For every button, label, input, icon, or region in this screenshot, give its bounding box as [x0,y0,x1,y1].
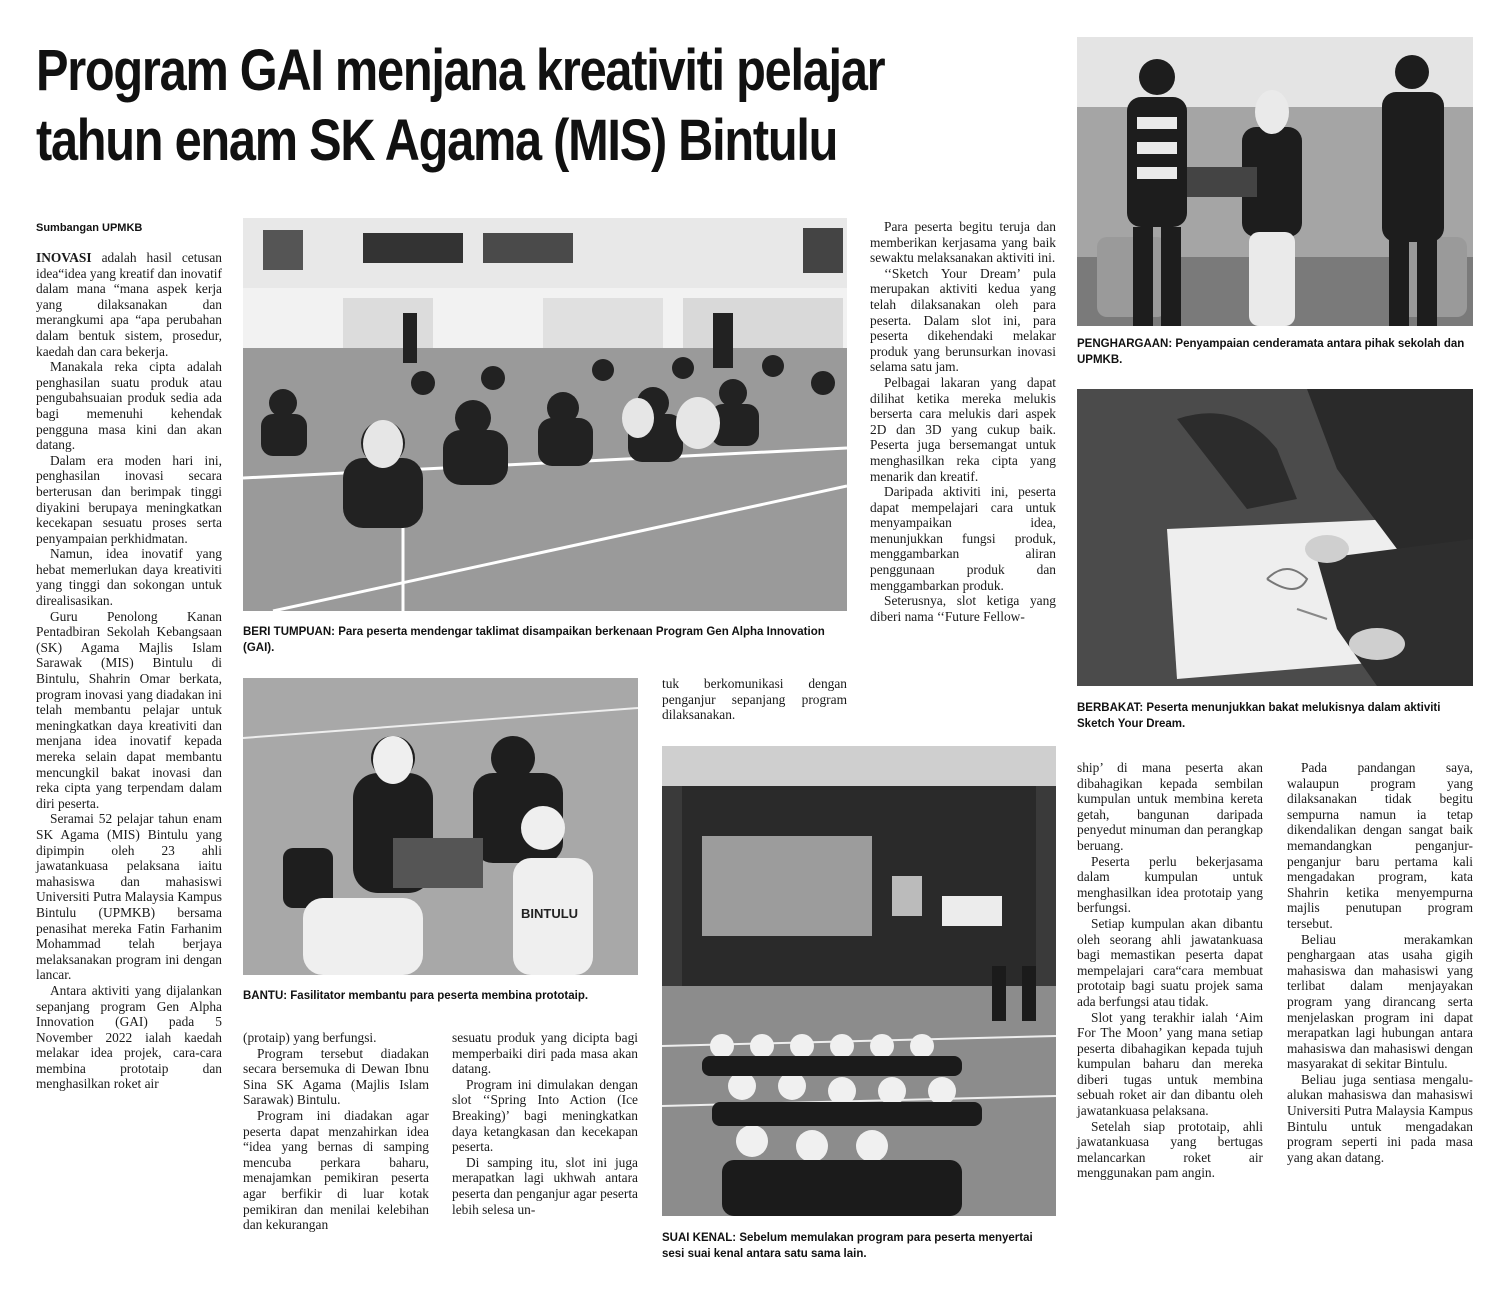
paragraph [36,250,222,359]
article-column-3 [452,1030,638,1217]
caption-lead: SUAI KENAL: [662,1232,737,1244]
caption-text: Penyampaian cenderamata antara pihak sekolah dan UPMKB. [1077,338,1465,366]
paragraph: ship’ di mana peserta akan dibahagikan kepada sembilan kumpulan untuk membina kereta getah, bangunan daripada penyedut minuman dan perangkap beruang. [1077,760,1263,853]
lead-word: INOVASI [36,250,92,265]
paragraph: Pelbagai lakaran yang dapat dilihat ketika mereka melukis berserta cara melukis dari aspek 2D dan 3D yang cukup baik. Peserta juga bersemangat untuk menghasilkan reka cipta yang menarik dan kreatif. [870,374,1056,484]
caption-beri-tumpuan [243,624,847,656]
byline-credit: Sumbangan UPMKB [36,222,143,234]
photo-facilitator-helping-image [243,678,638,975]
caption-text: Para peserta mendengar taklimat disampaikan berkenaan Program Gen Alpha Innovation (GAI). [243,626,825,654]
paragraph: ‘‘Sketch Your Dream’ pula merupakan aktiviti kedua yang telah dilaksanakan oleh para peserta. Dalam slot ini, para peserta dikehendaki melakar produk yang berunsurkan inovasi selama satu jam. [870,265,1056,375]
shirt-bintulu-text: BINTULU [521,906,579,921]
paragraph: Beliau merakamkan penghargaan atas usaha gigih mahasiswa dan mahasiswi yang terlibat dalam menjayakan program yang dirancang serta menjelaskan program ini dapat merapatkan lagi hubungan antara mahasiswa dan mahasiswi dengan masyarakat di sekitar Bintulu. [1287,931,1473,1072]
paragraph: Di samping itu, slot ini juga merapatkan lagi ukhwah antara peserta dan penganjur agar peserta lebih selesa un- [452,1154,638,1217]
paragraph: Namun, idea inovatif yang hebat memerlukan daya kreativiti yang tinggi dan sokongan untuk direalisasikan. [36,546,222,609]
caption-text: Fasilitator membantu para peserta membina prototaip. [287,990,589,1002]
paragraph: Dalam era moden hari ini, penghasilan inovasi secara berterusan dan berimpak tinggi diyakini berupaya meningkatkan kecekapan sesuatu proses serta penyampaian perkhidmatan. [36,452,222,546]
caption-lead: BANTU: [243,990,288,1002]
paragraph: Manakala reka cipta adalah penghasilan suatu produk atau pengubahsuaian produk sedia ada bagi memenuhi kehendak pengguna masa kini dan akan datang. [36,359,222,453]
photo-sketch-your-dream [1077,389,1473,686]
headline-line-1: Program GAI menjana kreativiti pelajar [36,38,885,103]
caption-text: Peserta menunjukkan bakat melukisnya dalam aktiviti Sketch Your Dream. [1077,702,1441,730]
paragraph: Daripada aktiviti ini, peserta dapat mempelajari cara untuk menyampaikan idea, menunjukkan fungsi produk, menggambarkan aliran penggunaan produk dan menggambarkan produk. [870,484,1056,593]
paragraph: Guru Penolong Kanan Pentadbiran Sekolah Kebangsaan (SK) Agama Majlis Islam Sarawak (MIS) Bintulu di Bintulu, Shahrin Omar berkata, program inovasi yang diadakan ini telah membantu pelajar untuk meningkatkan daya kreativiti dan menjana idea inovatif kepada mereka selain dapat membantu mencungkil bakat inovasi dan reka cipta yang terpendam dalam diri peserta. [36,608,222,811]
photo-facilitator-helping [243,678,638,975]
paragraph: Program tersebut diadakan secara bersemuka di Dewan Ibnu Sina SK Agama (Majlis Islam Sarawak) Bintulu. [243,1045,429,1108]
article-column-5 [1077,760,1263,1181]
caption-bantu [243,988,638,1004]
headline [36,36,884,176]
paragraph: Pada pandangan saya, walaupun program yang dilaksanakan tidak begitu sempurna namun ia tetap dikendalikan dengan sangat baik memandangkan penganjur-penganjur baru pertama kali mengadakan program, kata Shahrin ketika menyempurna majlis penutupan program tersebut. [1287,760,1473,931]
article-column-6 [1287,760,1473,1165]
paragraph-text: adalah hasil cetusan idea“idea yang kreatif dan inovatif dalam mana “mana aspek kerja yang dilaksanakan dan merangkumi apa “apa perubahan dalam bentuk sistem, prosedur, kaedah dan cara bekerja. [36,250,222,359]
caption-berbakat [1077,700,1473,732]
article-column-2 [243,1030,429,1233]
caption-penghargaan [1077,336,1473,368]
caption-text: Sebelum memulakan program para peserta menyertai sesi suai kenal antara satu sama lain. [662,1232,1033,1260]
paragraph: Antara aktiviti yang dijalankan sepanjang program Gen Alpha Innovation (GAI) pada 5 November 2022 ialah kaedah melakar idea projek, cara-cara membina prototaip dan menghasilkan roket air [36,982,222,1092]
photo-souvenir-presentation-image [1077,37,1473,326]
paragraph: Setelah siap prototaip, ahli jawatankuasa yang bertugas melancarkan roket air menggunakan pam angin. [1077,1118,1263,1181]
caption-lead: PENGHARGAAN: [1077,338,1173,350]
caption-lead: BERBAKAT: [1077,702,1144,714]
paragraph: Seterusnya, slot ketiga yang diberi nama ‘‘Future Fellow- [870,593,1056,624]
caption-suai-kenal [662,1230,1056,1262]
paragraph: tuk berkomunikasi dengan penganjur sepanjang program dilaksanakan. [662,676,847,723]
paragraph: sesuatu produk yang dicipta bagi memperbaiki diri pada masa akan datang. [452,1030,638,1077]
photo-sketch-your-dream-image [1077,389,1473,686]
paragraph: Para peserta begitu teruja dan memberikan kerjasama yang baik sewaktu melaksanakan aktiviti ini. [870,219,1056,266]
paragraph: Setiap kumpulan akan dibantu oleh seorang ahli jawatankuasa bagi memastikan peserta dapat mempelajari cara“cara membuat prototaip bagi suatu projek sama ada berfungsi atau tidak. [1077,915,1263,1009]
article-column-4 [870,219,1056,624]
photo-ice-breaking [662,746,1056,1216]
paragraph: Program ini dimulakan dengan slot ‘‘Spring Into Action (Ice Breaking)’ bagi meningkatkan daya ketangkasan dan kecekapan peserta. [452,1076,638,1155]
paragraph: Slot yang terakhir ialah ‘Aim For The Moon’ yang mana setiap peserta dibahagikan kepada tujuh kumpulan baharu dan mereka diberi tugas untuk membina sebuah roket air dan dibantu oleh jawatankuasa pelaksana. [1077,1009,1263,1119]
paragraph: Beliau juga sentiasa mengalu-alukan mahasiswa dan mahasiswi Universiti Putra Malaysia Kampus Bintulu untuk mengadakan program seperti ini pada masa yang akan datang. [1287,1071,1473,1165]
article-column-3-top [662,676,847,723]
headline-line-2: tahun enam SK Agama (MIS) Bintulu [36,108,838,173]
paragraph: Peserta perlu bekerjasama dalam kumpulan untuk menghasilkan idea prototaip yang berfungsi. [1077,853,1263,916]
paragraph: (protaip) yang berfungsi. [243,1030,377,1045]
photo-ice-breaking-image [662,746,1056,1216]
photo-souvenir-presentation [1077,37,1473,326]
paragraph: Program ini diadakan agar peserta dapat menzahirkan idea “idea yang bernas di samping mencuba perkara baharu, menajamkan pemikiran peserta agar berfikir di luar kotak pemikiran dan menilai kelebihan dan kekurangan [243,1107,429,1233]
paragraph: Seramai 52 pelajar tahun enam SK Agama (MIS) Bintulu yang dipimpin oleh 23 ahli jawatankuasa pelaksana iaitu mahasiswa dan mahasiswi Universiti Putra Malaysia Kampus Bintulu (UPMKB) bersama penasihat mereka Fatin Farhanim Mohammad telah berjaya melaksanakan program ini dengan lancar. [36,811,222,983]
photo-students-briefing-image [243,218,847,611]
caption-lead: BERI TUMPUAN: [243,626,335,638]
article-column-1 [36,250,222,1092]
photo-students-briefing [243,218,847,611]
